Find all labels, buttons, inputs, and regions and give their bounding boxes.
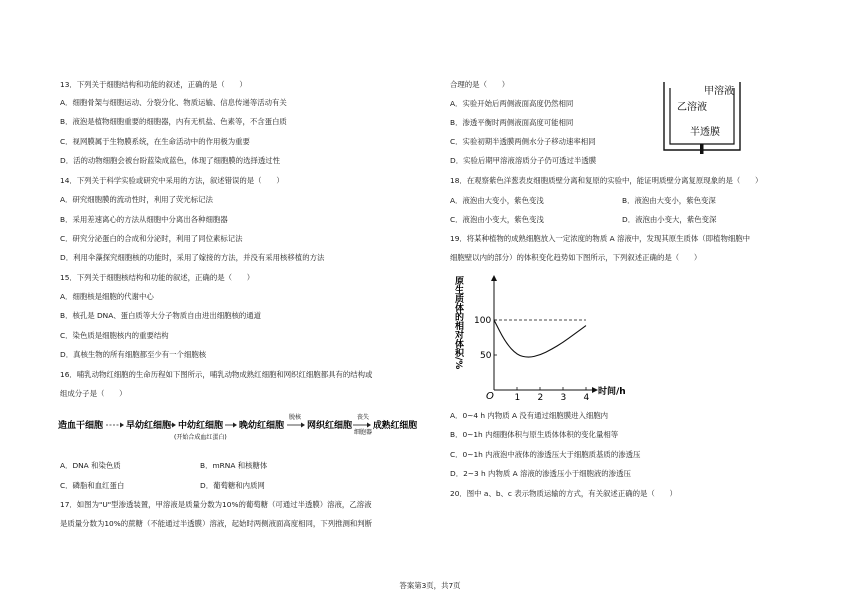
- q18-option-a: A．液泡由大变小，紫色变浅: [450, 196, 544, 205]
- q15-option-c: C．染色质是细胞核内的重要结构: [60, 331, 169, 340]
- q13-stem: 13．下列关于细胞结构和功能的叙述，正确的是（ ）: [60, 80, 247, 89]
- q14-option-d: D．利用伞藻探究细胞核的功能时，采用了嫁接的方法，并没有采用核移植的方法: [60, 253, 325, 262]
- q19-option-c: C．0~1h 内液泡中液体的渗透压大于细胞质基质的渗透压: [450, 450, 641, 459]
- label-solution-jia: 甲溶液: [704, 86, 734, 97]
- q14-option-c: C．研究分泌蛋白的合成和分泌时，利用了同位素标记法: [60, 234, 243, 243]
- q18-option-b: B．液泡由大变小，紫色变深: [622, 196, 716, 205]
- q13-option-b: B．液泡是植物细胞重要的细胞器，内有无机盐、色素等，不含蛋白质: [60, 117, 287, 126]
- chart-x-tick-label-3: 3: [560, 393, 567, 403]
- flow-arrowhead-3: [233, 423, 237, 428]
- q16-option-b: B．mRNA 和核糖体: [200, 461, 268, 470]
- q17-option-b: B．渗透平衡时两侧液面高度可能相同: [450, 118, 574, 127]
- q18-option-d: D．液泡由小变大，紫色变深: [622, 215, 717, 224]
- q18-option-c: C．液泡由小变大，紫色变浅: [450, 215, 544, 224]
- u-tube-figure: [660, 80, 744, 158]
- q17-option-c: C．实验初期半透膜两侧水分子移动速率相同: [450, 137, 596, 146]
- q18-options-row1: [450, 196, 716, 206]
- q13-option-d: D．活的动物细胞会被台盼蓝染成蓝色，体现了细胞膜的选择透过性: [60, 156, 281, 165]
- q13-option-a: A．细胞骨架与细胞运动、分裂分化、物质运输、信息传递等活动有关: [60, 98, 287, 107]
- q17-stem-line1: 17．如图为"U"型渗透装置，甲溶液是质量分数为10%的葡萄糖（可通过半透膜）溶液，乙溶液: [60, 500, 372, 509]
- q17-option-a: A．实验开始后两侧液面高度仍然相同: [450, 99, 574, 108]
- q18-options-row2: [450, 215, 716, 225]
- q16-option-a: A．DNA 和染色质: [60, 461, 121, 470]
- stage-mature-erythrocyte: 成熟红细胞: [373, 421, 418, 431]
- q19-option-d: D．2~3 h 内物质 A 溶液的渗透压小于细胞液的渗透压: [450, 469, 631, 478]
- q13-option-c: C．视网膜属于生物膜系统，在生命活动中的作用极为重要: [60, 137, 250, 146]
- arrow-label-lose: 丧失: [357, 414, 370, 421]
- rbc-development-diagram: [58, 408, 418, 448]
- stage-note-hemoglobin: (开始合成血红蛋白): [174, 434, 227, 441]
- chart-x-tick-label-1: 1: [514, 393, 521, 403]
- q19-stem-line1: 19．将某种植物的成熟细胞放入一定浓度的物质 A 溶液中，发现其原生质体（即植物细胞中: [450, 234, 751, 243]
- chart-y-axis-label: 原生质体的相对体积/%: [453, 276, 463, 370]
- arrow-label-enucleation: 脱核: [289, 414, 302, 421]
- q16-stem-line2: 组成分子是（ ）: [60, 389, 127, 398]
- chart-origin-label: O: [486, 391, 494, 402]
- q17-stem-continued: 合理的是（ ）: [450, 80, 510, 89]
- q19-option-b: B．0~1h 内细胞体积与原生质体体积的变化量相等: [450, 430, 619, 439]
- chart-x-axis-label: 时间/h: [598, 387, 626, 397]
- page-footer: 答案第3页，共7页: [399, 581, 461, 590]
- label-semipermeable-membrane: 半透膜: [690, 127, 720, 138]
- q18-stem: 18．在观察紫色洋葱表皮细胞质壁分离和复原的实验中，能证明质壁分离复原现象的是（ ）: [450, 176, 763, 185]
- q16-options-row2: [60, 481, 265, 491]
- chart-series-line-protoplast-volume: [494, 320, 586, 357]
- label-solution-yi: 乙溶液: [677, 102, 707, 113]
- protoplast-volume-chart: [450, 268, 640, 403]
- stage-hematopoietic-stem-cell: 造血干细胞: [58, 421, 104, 431]
- q15-option-b: B．核孔是 DNA、蛋白质等大分子物质自由进出细胞核的通道: [60, 311, 262, 320]
- stage-reticulocyte: 网织红细胞: [307, 421, 353, 431]
- q16-stem-line1: 16．哺乳动物红细胞的生命历程如下图所示，哺乳动物成熟红细胞和网织红细胞都具有的结构或: [60, 370, 373, 379]
- q16-option-d: D．葡萄糖和内质网: [200, 481, 265, 490]
- q19-option-a: A．0~4 h 内物质 A 没有通过细胞膜进入细胞内: [450, 411, 609, 420]
- q14-option-b: B．采用差速离心的方法从细胞中分离出各种细胞器: [60, 215, 228, 224]
- flow-arrowhead-4: [301, 423, 305, 428]
- stage-proerythroblast: 早幼红细胞: [126, 421, 172, 431]
- q16-option-c: C．磷脂和血红蛋白: [60, 481, 125, 490]
- q15-option-d: D．真核生物的所有细胞都至少有一个细胞核: [60, 350, 207, 359]
- flow-arrowhead-1: [120, 423, 124, 428]
- q17-stem-line2: 是质量分数为10%的蔗糖（不能通过半透膜）溶液，起始时两侧液面高度相同，下列推测和判断: [60, 519, 373, 528]
- q16-options-row1: [60, 461, 267, 471]
- chart-x-tick-label-2: 2: [537, 393, 544, 403]
- stage-polychromatic-erythroblast: 中幼红细胞: [178, 421, 224, 431]
- q15-stem: 15．下列关于细胞核结构和功能的叙述，正确的是（ ）: [60, 273, 255, 282]
- flow-arrowhead-5: [367, 423, 371, 428]
- chart-y-tick-label-100: 100: [474, 316, 492, 326]
- q14-option-a: A．研究细胞膜的流动性时，利用了荧光标记法: [60, 195, 213, 204]
- q15-option-a: A．细胞核是细胞的代谢中心: [60, 292, 154, 301]
- arrow-label-organelles: 细胞器: [354, 429, 373, 436]
- semipermeable-membrane-mark: [700, 144, 704, 154]
- chart-y-tick-label-50: 50: [480, 351, 492, 361]
- q19-stem-line2: 细胞壁以内的部分）的体积变化趋势如下图所示，下列叙述正确的是（ ）: [450, 253, 702, 262]
- q17-option-d: D．实验后期甲溶液溶质分子仍可透过半透膜: [450, 156, 597, 165]
- q14-stem: 14．下列关于科学实验或研究中采用的方法，叙述错误的是（ ）: [60, 176, 284, 185]
- chart-x-tick-label-4: 4: [583, 393, 590, 403]
- stage-orthochromatic-erythroblast: 晚幼红细胞: [239, 421, 285, 431]
- flow-arrowhead-2: [172, 423, 176, 428]
- q20-stem: 20．图中 a、b、c 表示物质运输的方式，有关叙述正确的是（ ）: [450, 489, 677, 498]
